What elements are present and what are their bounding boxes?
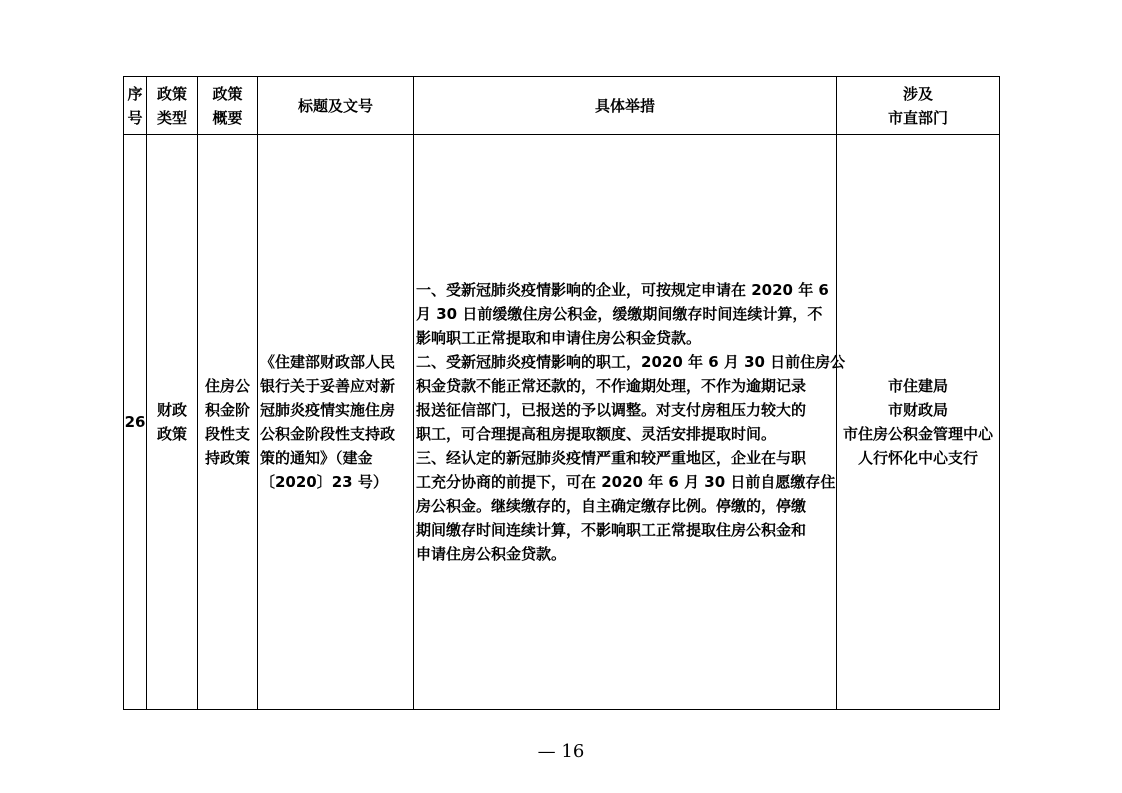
cell-department: 市住建局 市财政局 市住房公积金管理中心 人行怀化中心支行 xyxy=(837,135,1000,710)
table-row xyxy=(124,135,1000,710)
header-seq: 序 号 xyxy=(124,77,147,135)
header-policy-type: 政策 类型 xyxy=(147,77,198,135)
header-title: 标题及文号 xyxy=(258,77,414,135)
cell-title: 《住建部财政部人民 银行关于妥善应对新 冠肺炎疫情实施住房 公积金阶段性支持政 策的通知》（建金 〔2020〕23 号） xyxy=(258,135,414,710)
header-measures: 具体举措 xyxy=(414,77,837,135)
page-number: — 16 xyxy=(537,741,585,762)
policy-table xyxy=(123,76,1000,710)
cell-seq: 26 xyxy=(124,135,147,710)
header-department: 涉及 市直部门 xyxy=(837,77,1000,135)
cell-measures: 一、受新冠肺炎疫情影响的企业，可按规定申请在 2020 年 6 月 30 日前缓缴住房公积金，缓缴期间缴存时间连续计算，不 影响职工正常提取和申请住房公积金贷款。 二、受新冠肺炎疫情影响的职工，2020 年 6 月 30 日前住房公 积金贷款不能正常还款的，不作逾期处理，不作为逾期记录 报送征信部门，已报送的予以调整。对支付房租压力较大的 职工，可合理提高租房提取额度、灵活安排提取时间。 三、经认定的新冠肺炎疫情严重和较严重地区，企业在与职 工充分协商的前提下，可在 2020 年 6 月 30 日前自愿缴存住 房公积金。继续缴存的，自主确定缴存比例。停缴的，停缴 期间缴存时间连续计算，不影响职工正常提取住房公积金和 申请住房公积金贷款。 xyxy=(414,135,837,710)
cell-policy-summary: 住房公 积金阶 段性支 持政策 xyxy=(198,135,258,710)
cell-policy-type: 财政 政策 xyxy=(147,135,198,710)
header-row xyxy=(124,77,1000,135)
header-policy-summary: 政策 概要 xyxy=(198,77,258,135)
